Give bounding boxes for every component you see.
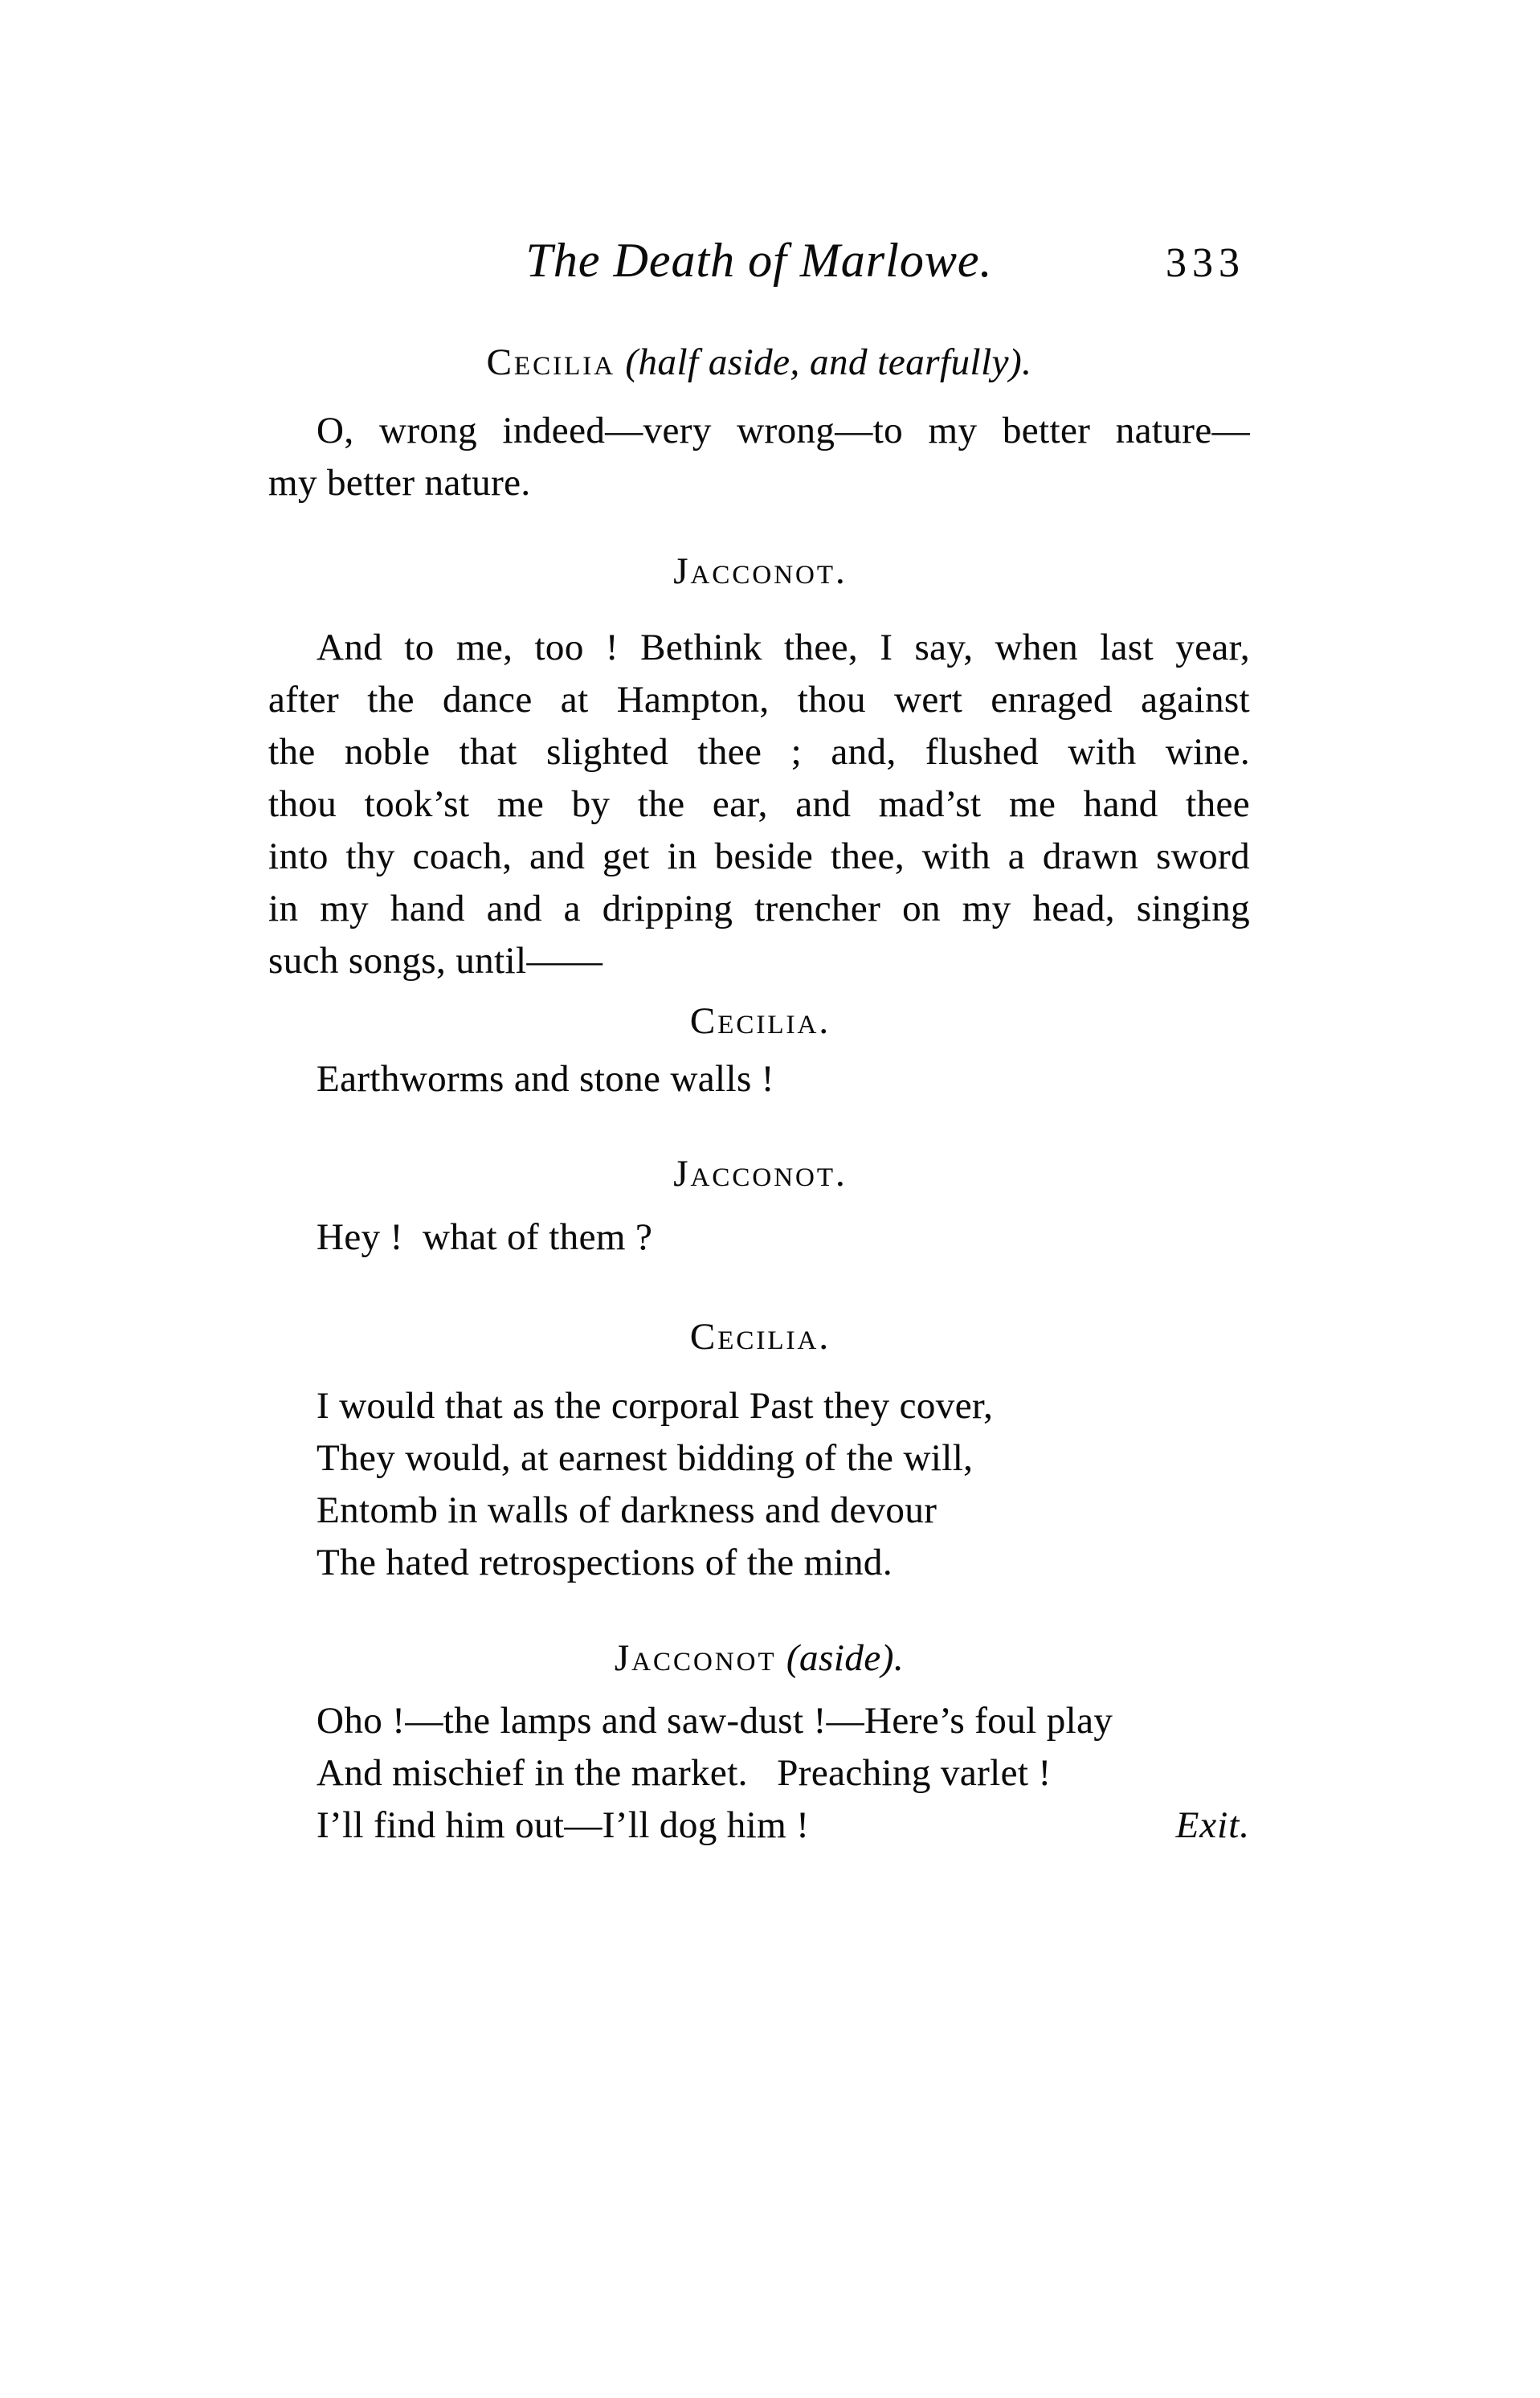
speaker-name: Cecilia (689, 1316, 819, 1358)
speaker-name: Jacconot (673, 1153, 836, 1195)
dialogue (268, 405, 1250, 509)
dialogue-line: Earthworms and stone walls ! (317, 1058, 774, 1100)
dialogue (268, 1695, 1250, 1852)
speech-heading (268, 547, 1250, 595)
dialogue-line: such songs, until—— (268, 940, 603, 982)
dialogue-line: Oho !—the lamps and saw-dust !—Here’s foul play (317, 1700, 1113, 1742)
dialogue-line: after the dance at Hampton, thou wert enraged against (268, 679, 1250, 721)
dialogue-line: thou took’st me by the ear, and mad’st me hand thee (268, 783, 1250, 825)
verse-line: The hated retrospections of the mind. (317, 1542, 893, 1583)
verse-line: I would that as the corporal Past they cover, (317, 1385, 994, 1427)
dialogue (268, 1053, 1250, 1105)
exit-stage-direction: Exit. (1175, 1804, 1250, 1846)
speech-heading (268, 338, 1250, 386)
speaker-name: Jacconot (673, 550, 836, 592)
dialogue-verse (268, 1380, 1250, 1589)
speech-jacconot-2 (268, 1150, 1250, 1264)
speech-heading-punctuation: . (819, 1316, 829, 1358)
running-head-title: The Death of Marlowe. (525, 234, 993, 287)
dialogue-line: into thy coach, and get in beside thee, with a drawn sword (268, 835, 1250, 877)
speech-heading-punctuation: . (819, 1000, 829, 1042)
speaker-name: Cecilia (689, 1000, 819, 1042)
dialogue (268, 1211, 1250, 1264)
dialogue-line: my better nature. (268, 462, 531, 504)
dialogue-line: Hey ! what of them ? (317, 1216, 653, 1258)
text-column (268, 0, 1250, 1852)
dialogue-line: And to me, too ! Bethink thee, I say, when last year, (317, 627, 1250, 668)
dialogue-line (268, 1800, 1250, 1852)
speech-cecilia-2 (268, 997, 1250, 1105)
speech-heading (268, 1150, 1250, 1198)
speech-jacconot-3 (268, 1634, 1250, 1852)
speech-heading (268, 997, 1250, 1045)
page-number: 333 (1166, 240, 1245, 286)
speech-heading-punctuation: . (835, 550, 845, 592)
dialogue-line: in my hand and a dripping trencher on my head, singing (268, 888, 1250, 929)
speaker-name: Cecilia (486, 341, 616, 383)
verse-line: They would, at earnest bidding of the will, (317, 1437, 974, 1479)
running-head (268, 235, 1250, 286)
dialogue-line: And mischief in the market. Preaching varlet ! (317, 1752, 1052, 1794)
speech-cecilia-3 (268, 1313, 1250, 1589)
stage-direction: (half aside, and tearfully). (615, 341, 1032, 383)
speech-heading (268, 1313, 1250, 1361)
dialogue (268, 622, 1250, 987)
stage-direction: (aside). (776, 1637, 905, 1679)
dialogue-line: O, wrong indeed—very wrong—to my better nature— (317, 410, 1250, 451)
speech-jacconot-1 (268, 547, 1250, 987)
dialogue-line: the noble that slighted thee ; and, flushed with wine. (268, 731, 1250, 773)
dialogue-line-text: I’ll find him out—I’ll dog him ! (317, 1804, 810, 1846)
speech-cecilia-1 (268, 338, 1250, 509)
verse-line: Entomb in walls of darkness and devour (317, 1489, 937, 1531)
speaker-name: Jacconot (614, 1637, 777, 1679)
speech-heading-punctuation: . (835, 1153, 845, 1195)
speech-heading (268, 1634, 1250, 1682)
